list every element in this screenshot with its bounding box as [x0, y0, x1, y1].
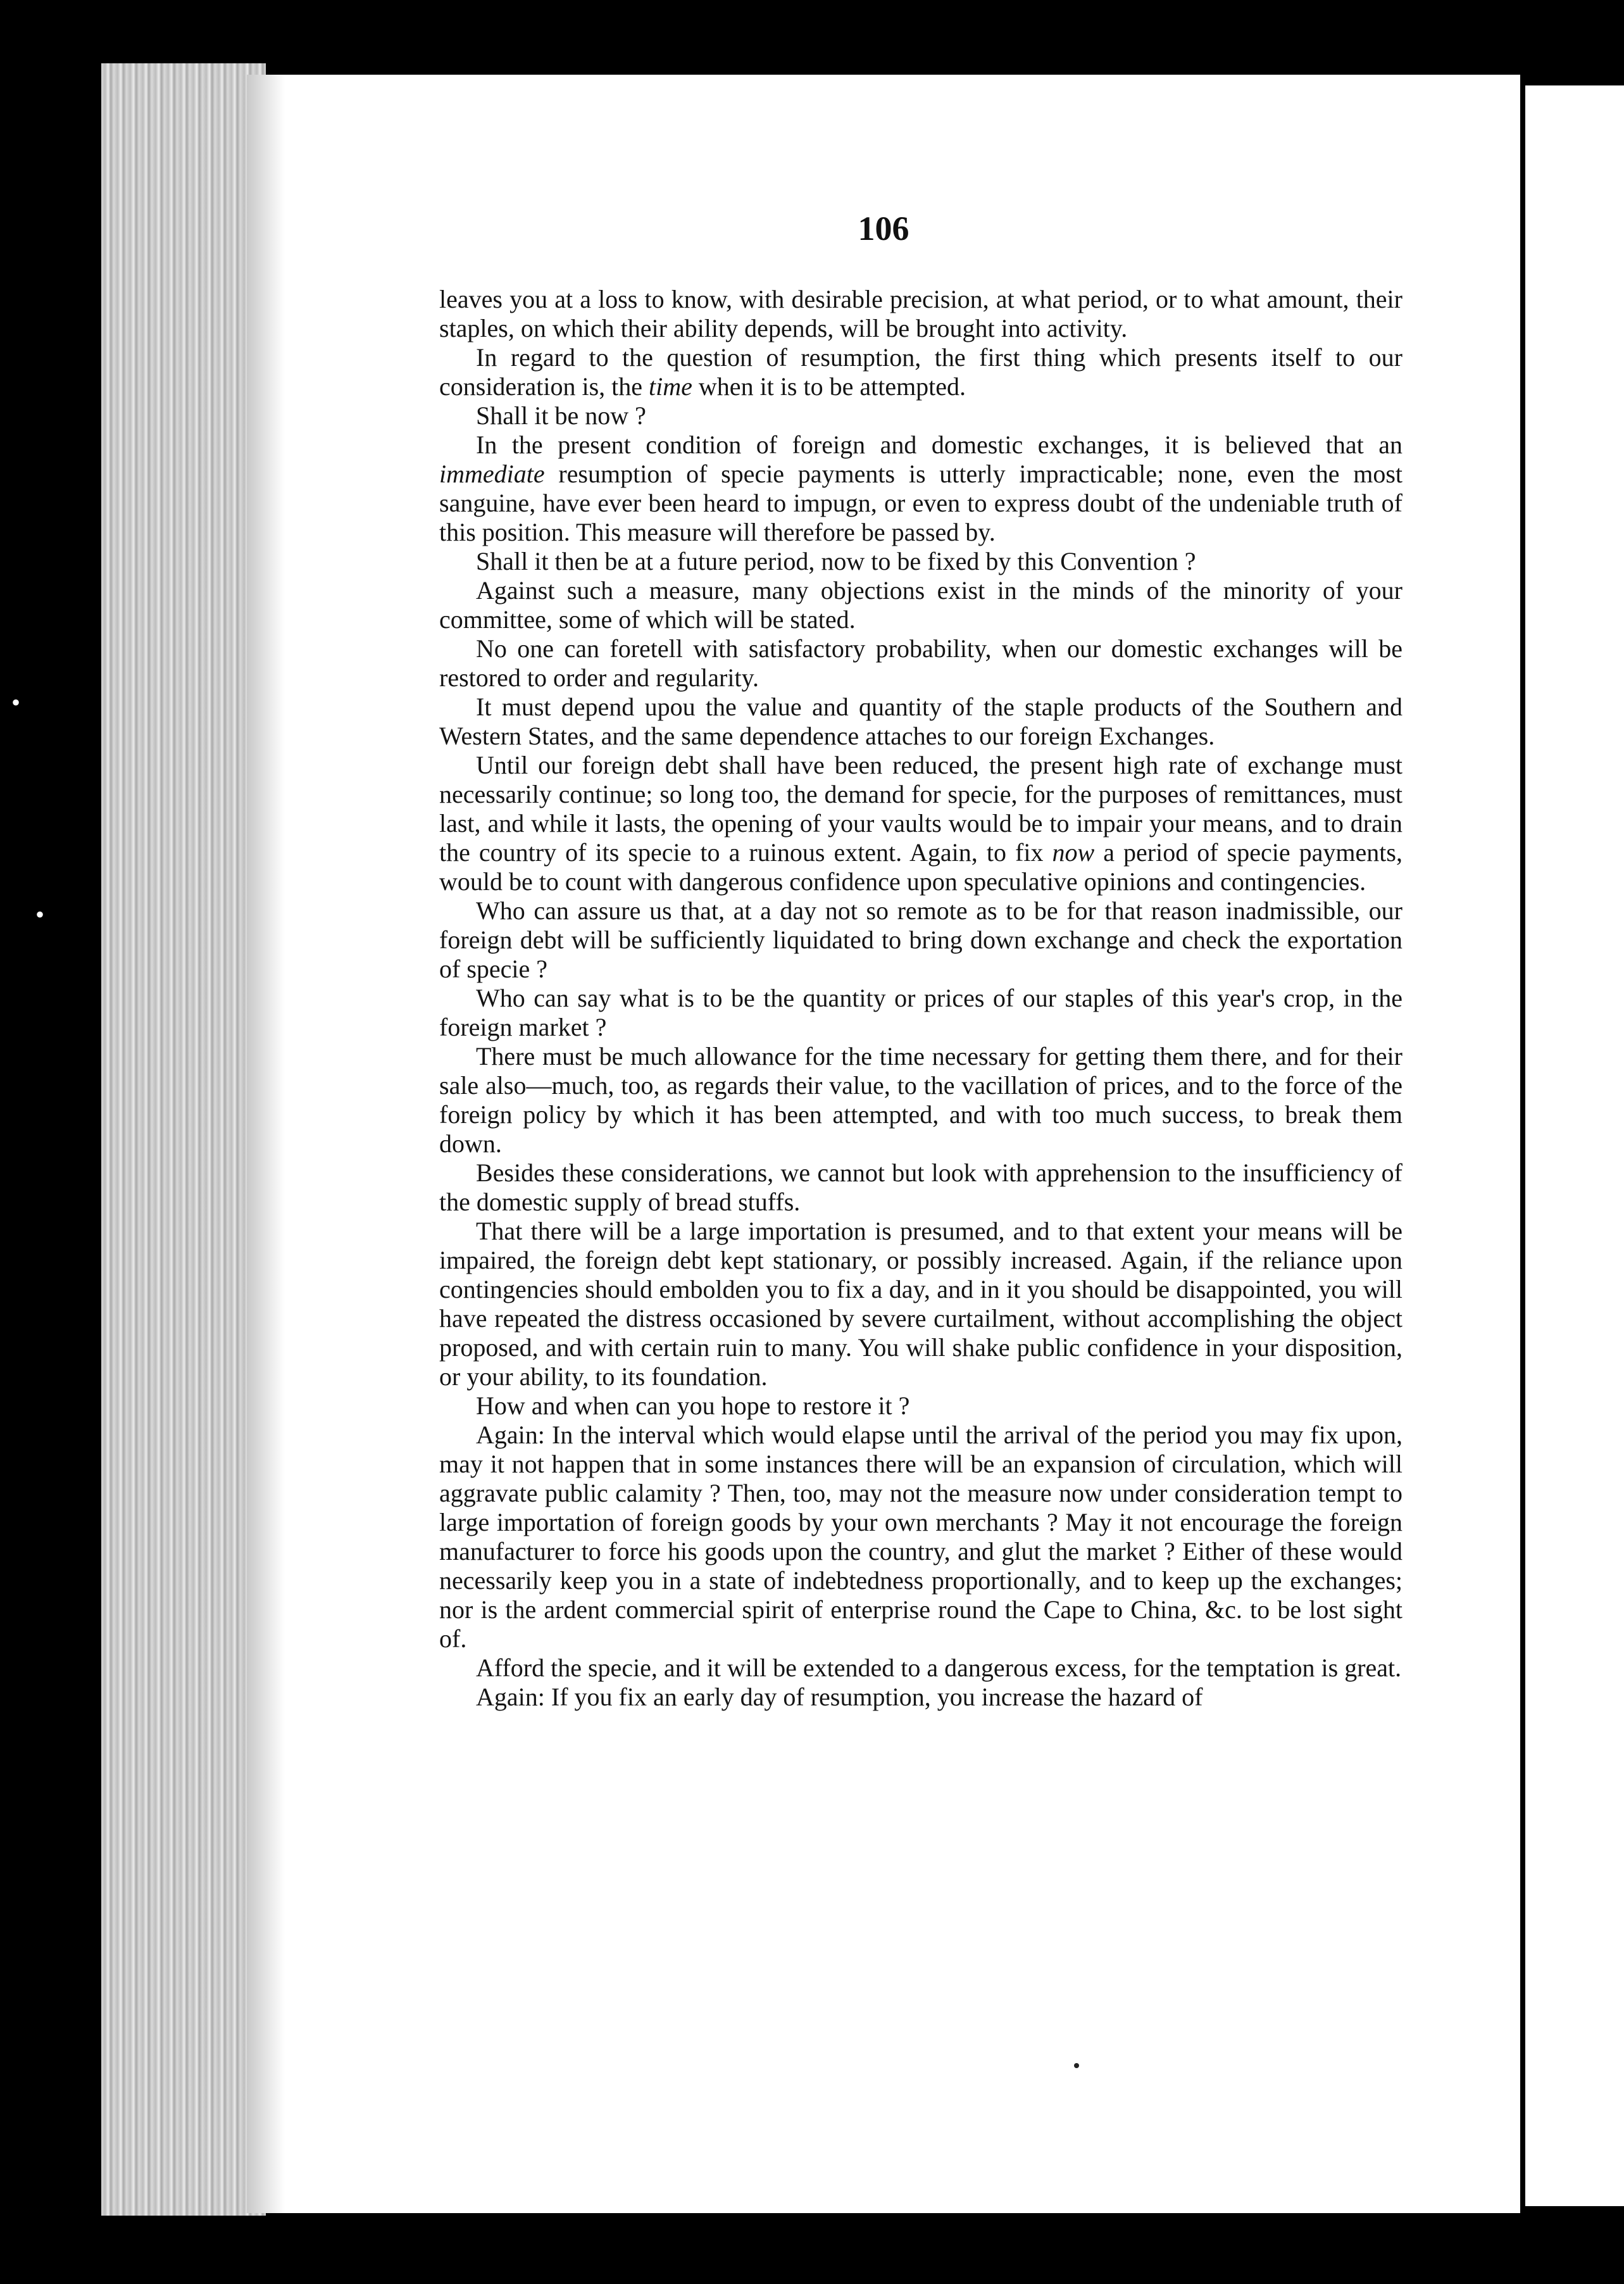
- italic-text-run: now: [1052, 838, 1095, 867]
- text-run: Shall it then be at a future period, now to be fixed by this Convention ?: [476, 547, 1196, 575]
- paragraph: [439, 634, 1402, 693]
- margin-mark: •: [11, 688, 21, 717]
- text-run: a period of specie payments, would be to count with dangerous confidence upon speculative opinions and contingencies.: [439, 838, 1402, 896]
- text-run: Against such a measure, many objections exist in the minds of the minority of your committee, some of which will be stated.: [439, 576, 1402, 634]
- text-run: resumption of specie payments is utterly impracticable; none, even the most sanguine, have ever been heard to impugn, or even to express doubt of the undeniable truth of this position. This measure will therefore be passed by.: [439, 460, 1402, 546]
- text-run: In the present condition of foreign and domestic exchanges, it is believed that an: [476, 430, 1402, 459]
- paragraph: [439, 343, 1402, 401]
- paragraph: [439, 1683, 1402, 1712]
- text-run: Shall it be now ?: [476, 401, 646, 430]
- paragraph: [439, 547, 1402, 576]
- text-run: Besides these considerations, we cannot but look with apprehension to the insufficiency of the domestic supply of bread stuffs.: [439, 1158, 1402, 1216]
- paragraph: [439, 576, 1402, 634]
- paragraph: [439, 401, 1402, 430]
- paragraph: [439, 285, 1402, 343]
- text-run: It must depend upou the value and quantity of the staple products of the Southern and Western States, and the same dependence attaches to our foreign Exchanges.: [439, 693, 1402, 750]
- text-run: Who can assure us that, at a day not so remote as to be for that reason inadmissible, our foreign debt will be sufficiently liquidated to bring down exchange and check the exportation of specie ?: [439, 896, 1402, 983]
- page-speck: [1074, 2063, 1079, 2068]
- paragraph: [439, 751, 1402, 896]
- text-run: That there will be a large importation is presumed, and to that extent your means will be impaired, the foreign debt kept stationary, or possibly increased. Again, if the reliance upon contingencies should embolden you to fix a day, and in it you should be disappointed, you will have repeated the distress occasioned by severe curtailment, without accomplishing the object proposed, and with certain ruin to many. You will shake public confidence in your disposition, or your ability, to its foundation.: [439, 1217, 1402, 1391]
- paragraph: [439, 430, 1402, 547]
- text-run: How and when can you hope to restore it ?: [476, 1391, 910, 1420]
- text-run: Afford the specie, and it will be extended to a dangerous excess, for the temptation is great.: [476, 1653, 1402, 1682]
- book-page-edges: [101, 63, 266, 2216]
- paragraph: [439, 1653, 1402, 1683]
- paragraph: [439, 896, 1402, 984]
- text-run: leaves you at a loss to know, with desirable precision, at what period, or to what amount, their staples, on which their ability depends, will be brought into activity.: [439, 285, 1402, 342]
- body-text: [439, 285, 1402, 1712]
- paragraph: [439, 984, 1402, 1042]
- text-run: when it is to be attempted.: [692, 372, 966, 401]
- page-gutter-shadow: [247, 75, 285, 2213]
- text-run: Who can say what is to be the quantity or prices of our staples of this year's crop, in the foreign market ?: [439, 984, 1402, 1041]
- paragraph: [439, 1042, 1402, 1158]
- text-run: Again: If you fix an early day of resumption, you increase the hazard of: [476, 1683, 1203, 1711]
- paragraph: [439, 1217, 1402, 1391]
- text-run: No one can foretell with satisfactory probability, when our domestic exchanges will be restored to order and regularity.: [439, 634, 1402, 692]
- italic-text-run: immediate: [439, 460, 545, 488]
- page-number: 106: [858, 210, 909, 248]
- paragraph: [439, 1421, 1402, 1653]
- facing-page-edge: [1525, 85, 1624, 2206]
- text-run: Again: In the interval which would elapse until the arrival of the period you may fix upon, may it not happen that in some instances there will be an expansion of circulation, which will aggravate public calamity ? Then, too, may not the measure now under consideration tempt to large importation of foreign goods by your own merchants ? May it not encourage the foreign manufacturer to force his goods upon the country, and glut the market ? Either of these would necessarily keep you in a state of indebtedness proportionally, and to keep up the exchanges; nor is the ardent commercial spirit of enterprise round the Cape to China, &c. to be lost sight of.: [439, 1421, 1402, 1653]
- text-run: In regard to the question of resumption, the first thing which presents itself to our consideration is, the: [439, 343, 1402, 401]
- text-run: There must be much allowance for the time necessary for getting them there, and for their sale also—much, too, as regards their value, to the vacillation of prices, and to the force of the foreign policy by which it has been attempted, and with too much success, to break them down.: [439, 1042, 1402, 1158]
- italic-text-run: time: [649, 372, 692, 401]
- text-run: Until our foreign debt shall have been reduced, the present high rate of exchange must necessarily continue; so long too, the demand for specie, for the purposes of remittances, must last, and while it lasts, the opening of your vaults would be to impair your means, and to drain the country of its specie to a ruinous extent. Again, to fix: [439, 751, 1402, 867]
- paragraph: [439, 1158, 1402, 1217]
- paragraph: [439, 1391, 1402, 1421]
- margin-mark: •: [35, 900, 45, 929]
- paragraph: [439, 693, 1402, 751]
